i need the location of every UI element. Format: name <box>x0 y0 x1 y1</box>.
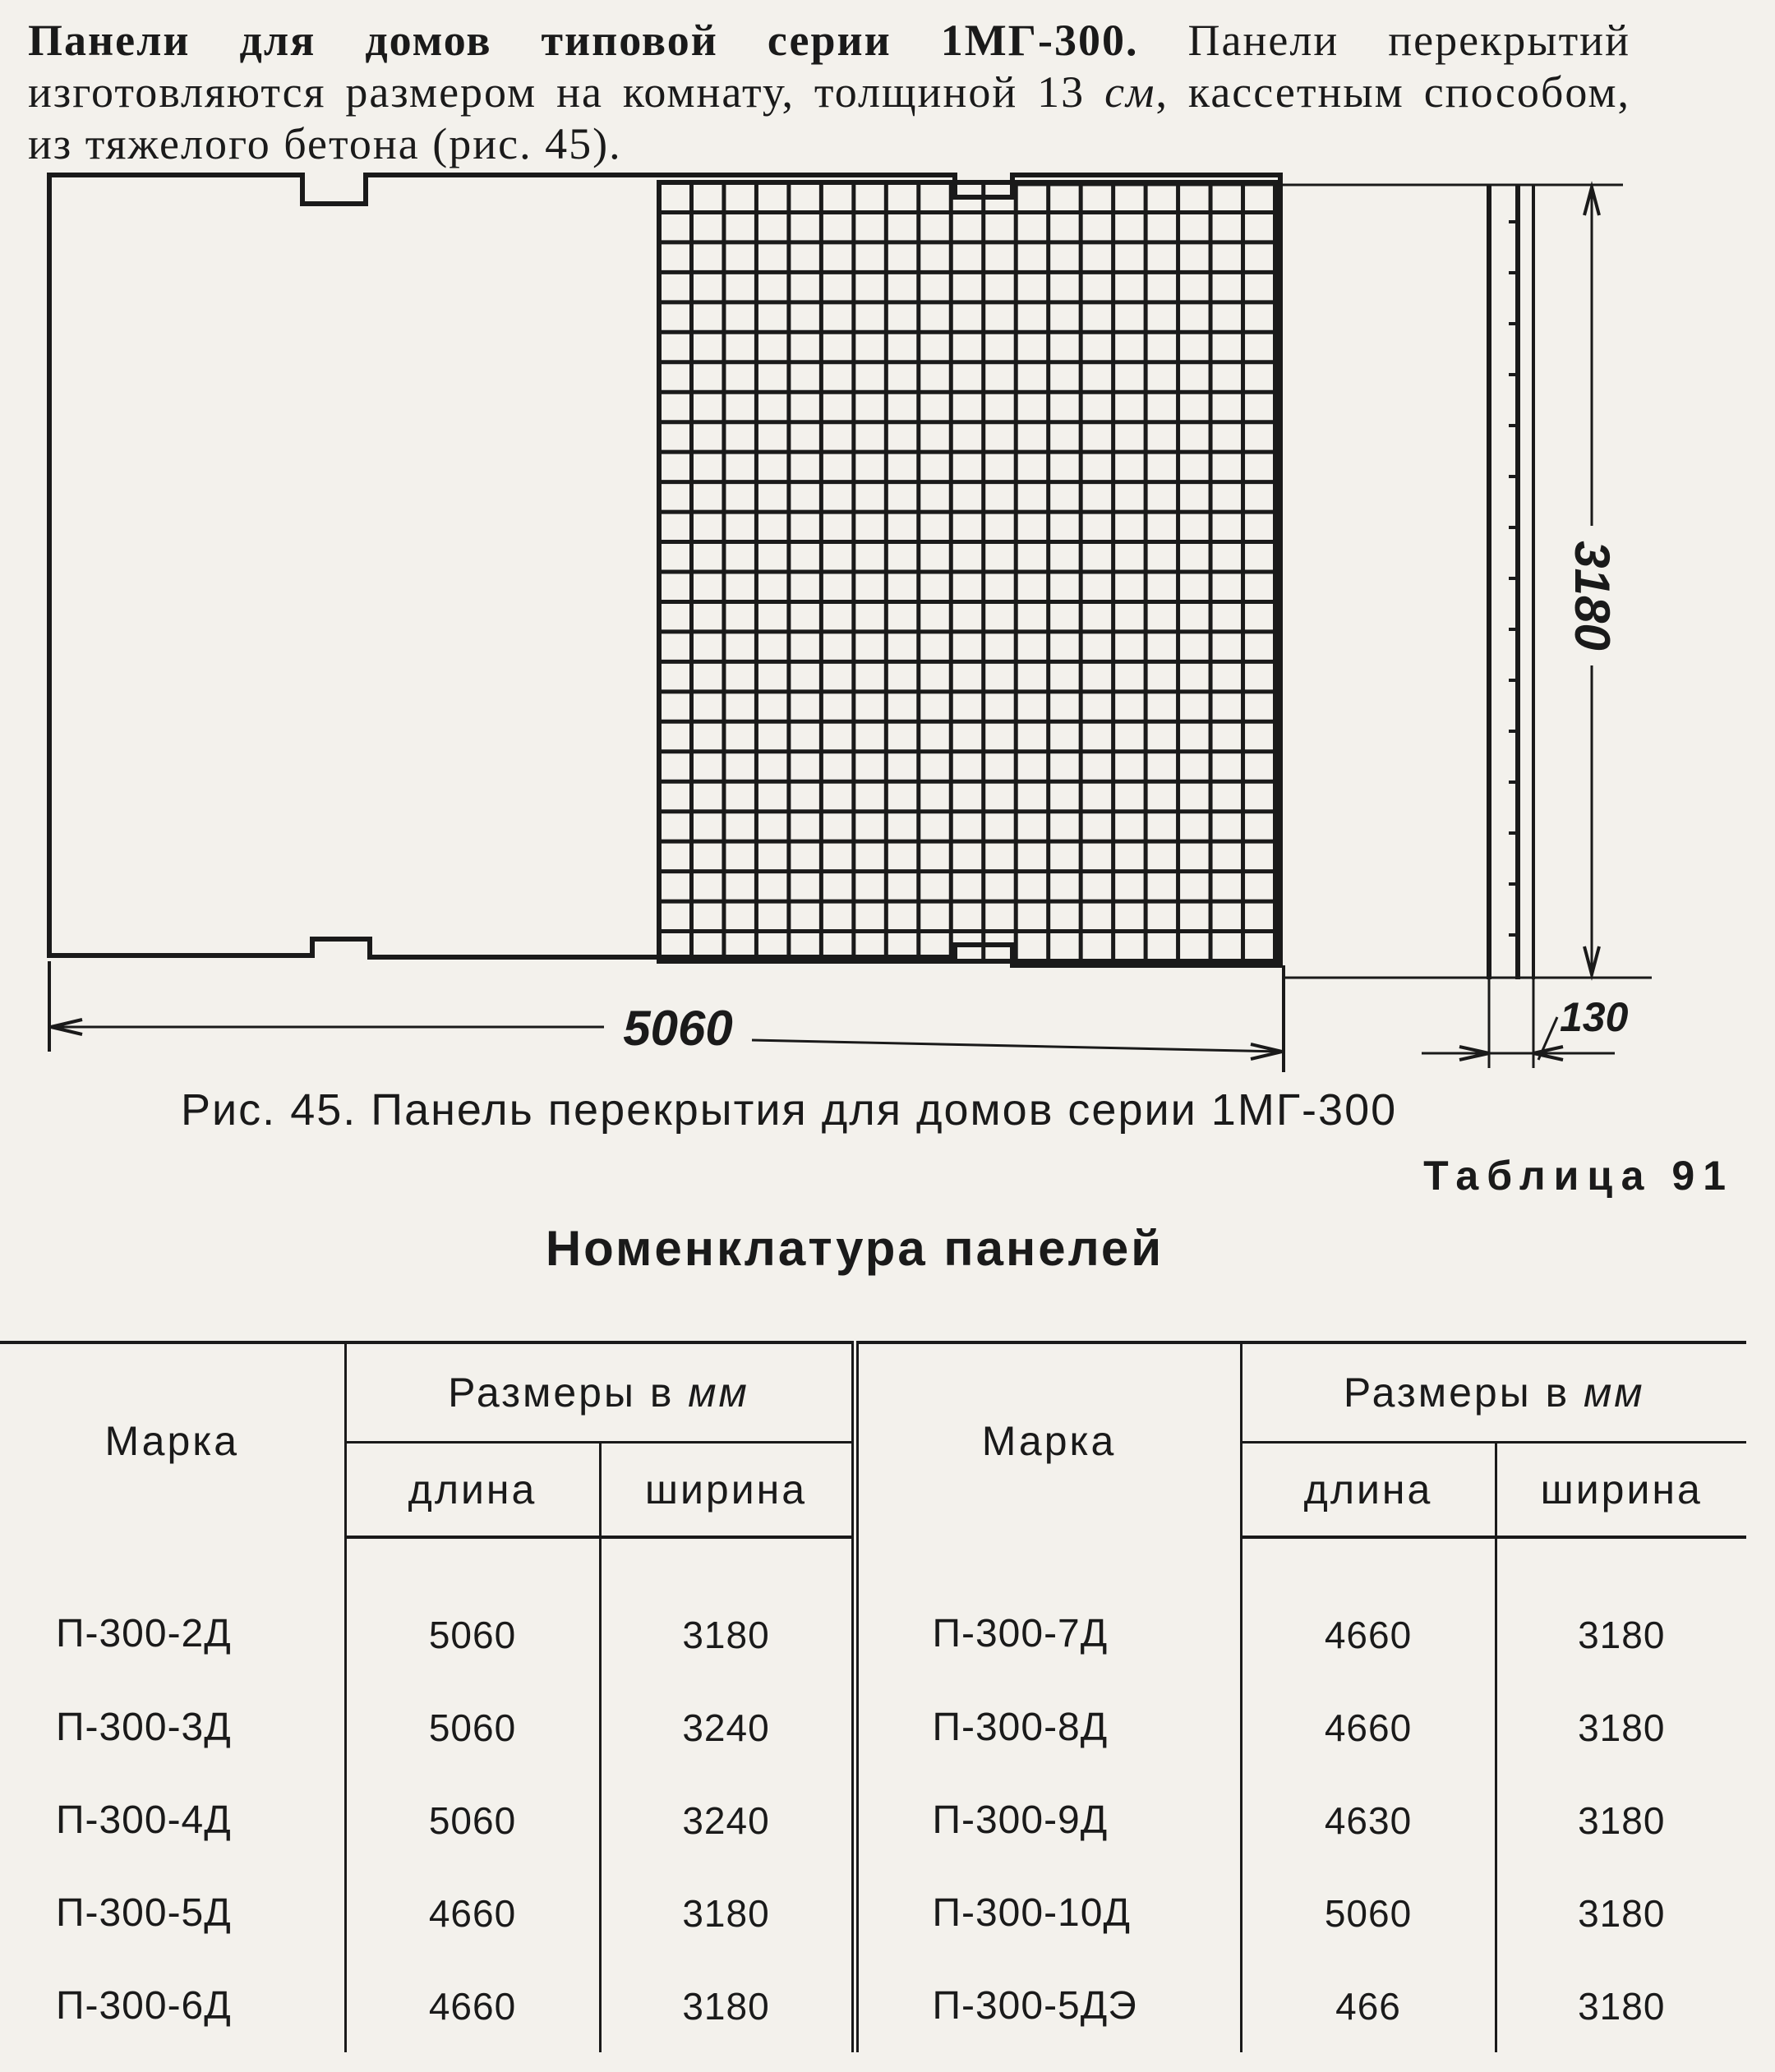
header-sizes-unit: мм <box>1584 1370 1645 1416</box>
table-title: Номенклатура панелей <box>545 1221 1164 1276</box>
table-row <box>0 1867 1746 1959</box>
length-right: 5060 <box>1241 1867 1496 1959</box>
header-width-right: ширина <box>1496 1443 1746 1538</box>
header-length-left: длина <box>345 1443 600 1538</box>
reinforcement-mesh <box>659 182 1275 961</box>
table-row <box>0 1681 1746 1774</box>
length-right: 4660 <box>1241 1537 1496 1681</box>
width-left: 3240 <box>600 1774 855 1867</box>
mark-right: П-300-9Д <box>855 1774 1241 1867</box>
length-left: 4660 <box>345 1959 600 2052</box>
width-left: 3240 <box>600 1681 855 1774</box>
intro-text: Панели перекрытий изготовляются размером на комнату, толщиной 13 <box>28 16 1630 117</box>
header-mark-left: Марка <box>104 1417 240 1464</box>
header-length-right: длина <box>1241 1443 1496 1538</box>
length-left: 5060 <box>345 1681 600 1774</box>
dim-3180-label: 3180 <box>1565 541 1620 651</box>
length-right: 4630 <box>1241 1774 1496 1867</box>
mark-left: П-300-5Д <box>56 1891 232 1935</box>
mark-left: П-300-2Д <box>56 1612 232 1655</box>
length-left: 5060 <box>345 1774 600 1867</box>
length-right: 466 <box>1241 1959 1496 2052</box>
nomenclature-table <box>0 1341 1746 2052</box>
length-right: 4660 <box>1241 1681 1496 1774</box>
width-right: 3180 <box>1496 1867 1746 1959</box>
table-row <box>0 1959 1746 2052</box>
panel-drawing <box>0 160 1775 1072</box>
dim-5060-label: 5060 <box>623 1001 733 1056</box>
header-width-left: ширина <box>600 1443 855 1538</box>
dim-5060-line-right <box>752 1040 1282 1052</box>
header-sizes-right <box>1241 1342 1746 1443</box>
width-left: 3180 <box>600 1959 855 2052</box>
mark-left: П-300-6Д <box>56 1984 232 2028</box>
header-sizes-left <box>345 1342 855 1443</box>
intro-paragraph <box>28 15 1630 170</box>
width-right: 3180 <box>1496 1681 1746 1774</box>
header-sizes-unit: мм <box>688 1370 749 1416</box>
length-left: 4660 <box>345 1867 600 1959</box>
header-sizes-text: Размеры в <box>1343 1370 1584 1416</box>
mark-left: П-300-4Д <box>56 1798 232 1842</box>
intro-unit: см <box>1104 67 1156 117</box>
mark-right: П-300-8Д <box>855 1681 1241 1774</box>
length-left: 5060 <box>345 1537 600 1681</box>
intro-lead: Панели для домов типовой серии 1МГ-300. <box>28 16 1139 65</box>
mark-right: П-300-10Д <box>855 1867 1241 1959</box>
header-mark-right: Марка <box>855 1342 1241 1537</box>
width-left: 3180 <box>600 1537 855 1681</box>
dim-130-label: 130 <box>1560 994 1629 1040</box>
header-sizes-text: Размеры в <box>448 1370 689 1416</box>
table-row <box>0 1537 1746 1681</box>
mark-left: П-300-3Д <box>56 1706 232 1749</box>
width-right: 3180 <box>1496 1774 1746 1867</box>
width-right: 3180 <box>1496 1537 1746 1681</box>
mark-right: П-300-7Д <box>855 1537 1241 1681</box>
width-right: 3180 <box>1496 1959 1746 2052</box>
table-number: Таблица 91 <box>1423 1153 1734 1199</box>
intro-text-end: , кассетным способом, из тяжелого бетона (рис. 45). <box>28 67 1630 168</box>
width-left: 3180 <box>600 1867 855 1959</box>
figure-caption: Рис. 45. Панель перекрытия для домов серии 1МГ-300 <box>181 1085 1398 1135</box>
table-row <box>0 1774 1746 1867</box>
mark-right: П-300-5ДЭ <box>855 1959 1241 2052</box>
